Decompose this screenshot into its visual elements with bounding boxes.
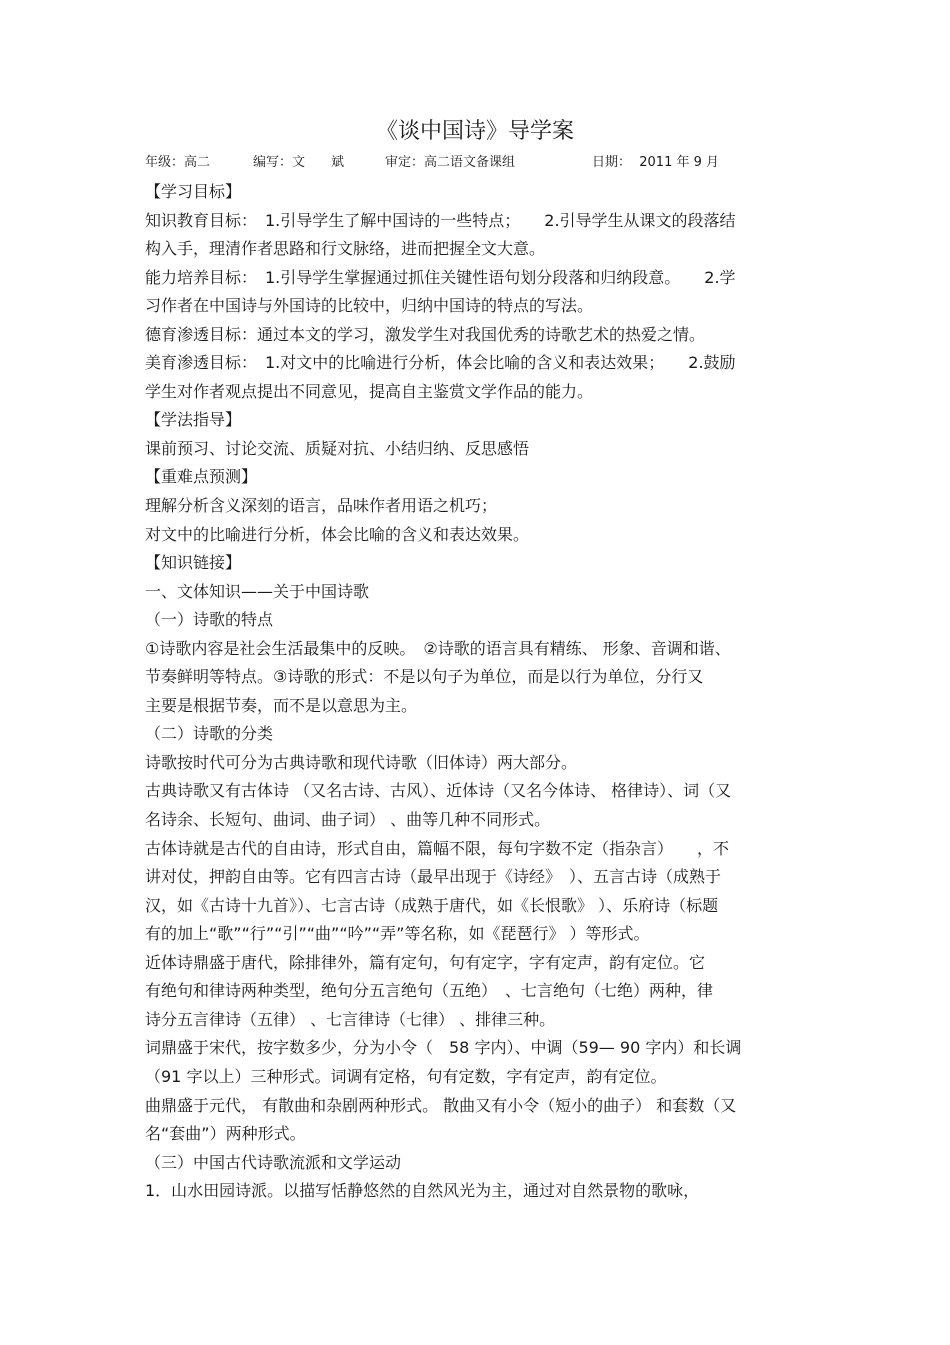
section-heading-keypoints: 【重难点预测】 [145, 467, 258, 487]
section-heading-objectives: 【学习目标】 [145, 182, 242, 201]
text-line: 能力培养目标： 1.引导学生掌握通过抓住关键性语句划分段落和归纳段意。 2.学 [145, 267, 736, 287]
text-line: 1．山水田园诗派。以描写恬静悠然的自然风光为主，通过对自然景物的歌咏， [145, 1181, 700, 1201]
text-line: 对文中的比喻进行分析，体会比喻的含义和表达效果。 [145, 524, 530, 544]
text-line: 有绝句和律诗两种类型，绝句分五言绝句（五绝） 、七言绝句（七绝）两种，律 [145, 981, 714, 1001]
text-line: 美育渗透目标： 1.对文中的比喻进行分析，体会比喻的含义和表达效果； 2.鼓励 [145, 353, 736, 373]
subheading: （三）中国古代诗歌流派和文学运动 [145, 1152, 402, 1172]
text-line: 古体诗就是古代的自由诗，形式自由，篇幅不限，每句字数不定（指杂言） ，不 [145, 838, 730, 858]
subheading: 一、文体知识——关于中国诗歌 [145, 581, 370, 601]
meta-grade: 年级：高二 [145, 155, 211, 170]
text-line: 近体诗鼎盛于唐代，除排律外，篇有定句，句有定字，字有定声，韵有定位。它 [145, 952, 706, 972]
document-body [145, 178, 810, 1206]
document-title: 《谈中国诗》导学案 [375, 119, 574, 144]
meta-reviewer: 审定：高二语文备课组 [385, 155, 516, 170]
text-line: 名诗余、长短句、曲词、曲子词） 、曲等几种不同形式。 [145, 810, 551, 830]
section-heading-knowledge: 【知识链接】 [145, 553, 242, 573]
text-line: （91 字以上）三种形式。词调有定格，句有定数，字有定声，韵有定位。 [145, 1066, 667, 1086]
meta-date: 日期： 2011 年 9 月 [592, 155, 720, 170]
text-line: 习作者在中国诗与外国诗的比较中，归纳中国诗的特点的写法。 [145, 296, 594, 316]
text-line: 德育渗透目标：通过本文的学习，激发学生对我国优秀的诗歌艺术的热爱之情。 [145, 324, 706, 344]
subheading: （一）诗歌的特点 [145, 610, 274, 630]
text-line: 词鼎盛于宋代，按字数多少，分为小令（ 58 字内）、中调（59— 90 字内）和长调 [145, 1038, 742, 1058]
text-line: 知识教育目标： 1.引导学生了解中国诗的一些特点； 2.引导学生从课文的段落结 [145, 210, 736, 230]
text-line: 讲对仗，押韵自由等。它有四言古诗（最早出现于《诗经》 ）、五言古诗（成熟于 [145, 867, 722, 887]
text-line: 古典诗歌又有古体诗 （又名古诗、古风）、近体诗（又名今体诗、 格律诗）、词（又 [145, 781, 732, 801]
text-line: 主要是根据节奏，而不是以意思为主。 [145, 695, 418, 715]
text-line: ①诗歌内容是社会生活最集中的反映。 ②诗歌的语言具有精练、 形象、音调和谐、 [145, 638, 731, 658]
section-heading-method: 【学法指导】 [145, 410, 242, 430]
meta-editor: 编写：文 斌 [253, 155, 345, 170]
text-line: 有的加上“歌”“行”“引”“曲”“吟”“弄”等名称，如《琵琶行》 ）等形式。 [145, 924, 650, 944]
text-line: 学生对作者观点提出不同意见，提高自主鉴赏文学作品的能力。 [145, 381, 594, 401]
text-line: 构入手，理清作者思路和行文脉络，进而把握全文大意。 [145, 239, 546, 259]
text-line: 诗歌按时代可分为古典诗歌和现代诗歌（旧体诗）两大部分。 [145, 752, 578, 772]
text-line: 理解分析含义深刻的语言，品味作者用语之机巧； [145, 496, 498, 516]
text-line: 课前预习、讨论交流、质疑对抗、小结归纳、反思感悟 [145, 438, 530, 458]
text-line: 名“套曲”）两种形式。 [145, 1124, 306, 1144]
text-line: 诗分五言律诗（五律） 、七言律诗（七律） 、排律三种。 [145, 1009, 556, 1029]
text-line: 汉，如《古诗十九首》）、七言古诗（成熟于唐代，如《长恨歌》 ）、乐府诗（标题 [145, 895, 719, 915]
text-line: 节奏鲜明等特点。③诗歌的形式：不是以句子为单位，而是以行为单位，分行又 [145, 667, 704, 687]
text-line: 曲鼎盛于元代， 有散曲和杂剧两种形式。 散曲又有小令（短小的曲子） 和套数（又 [145, 1095, 737, 1115]
subheading: （二）诗歌的分类 [145, 724, 274, 744]
